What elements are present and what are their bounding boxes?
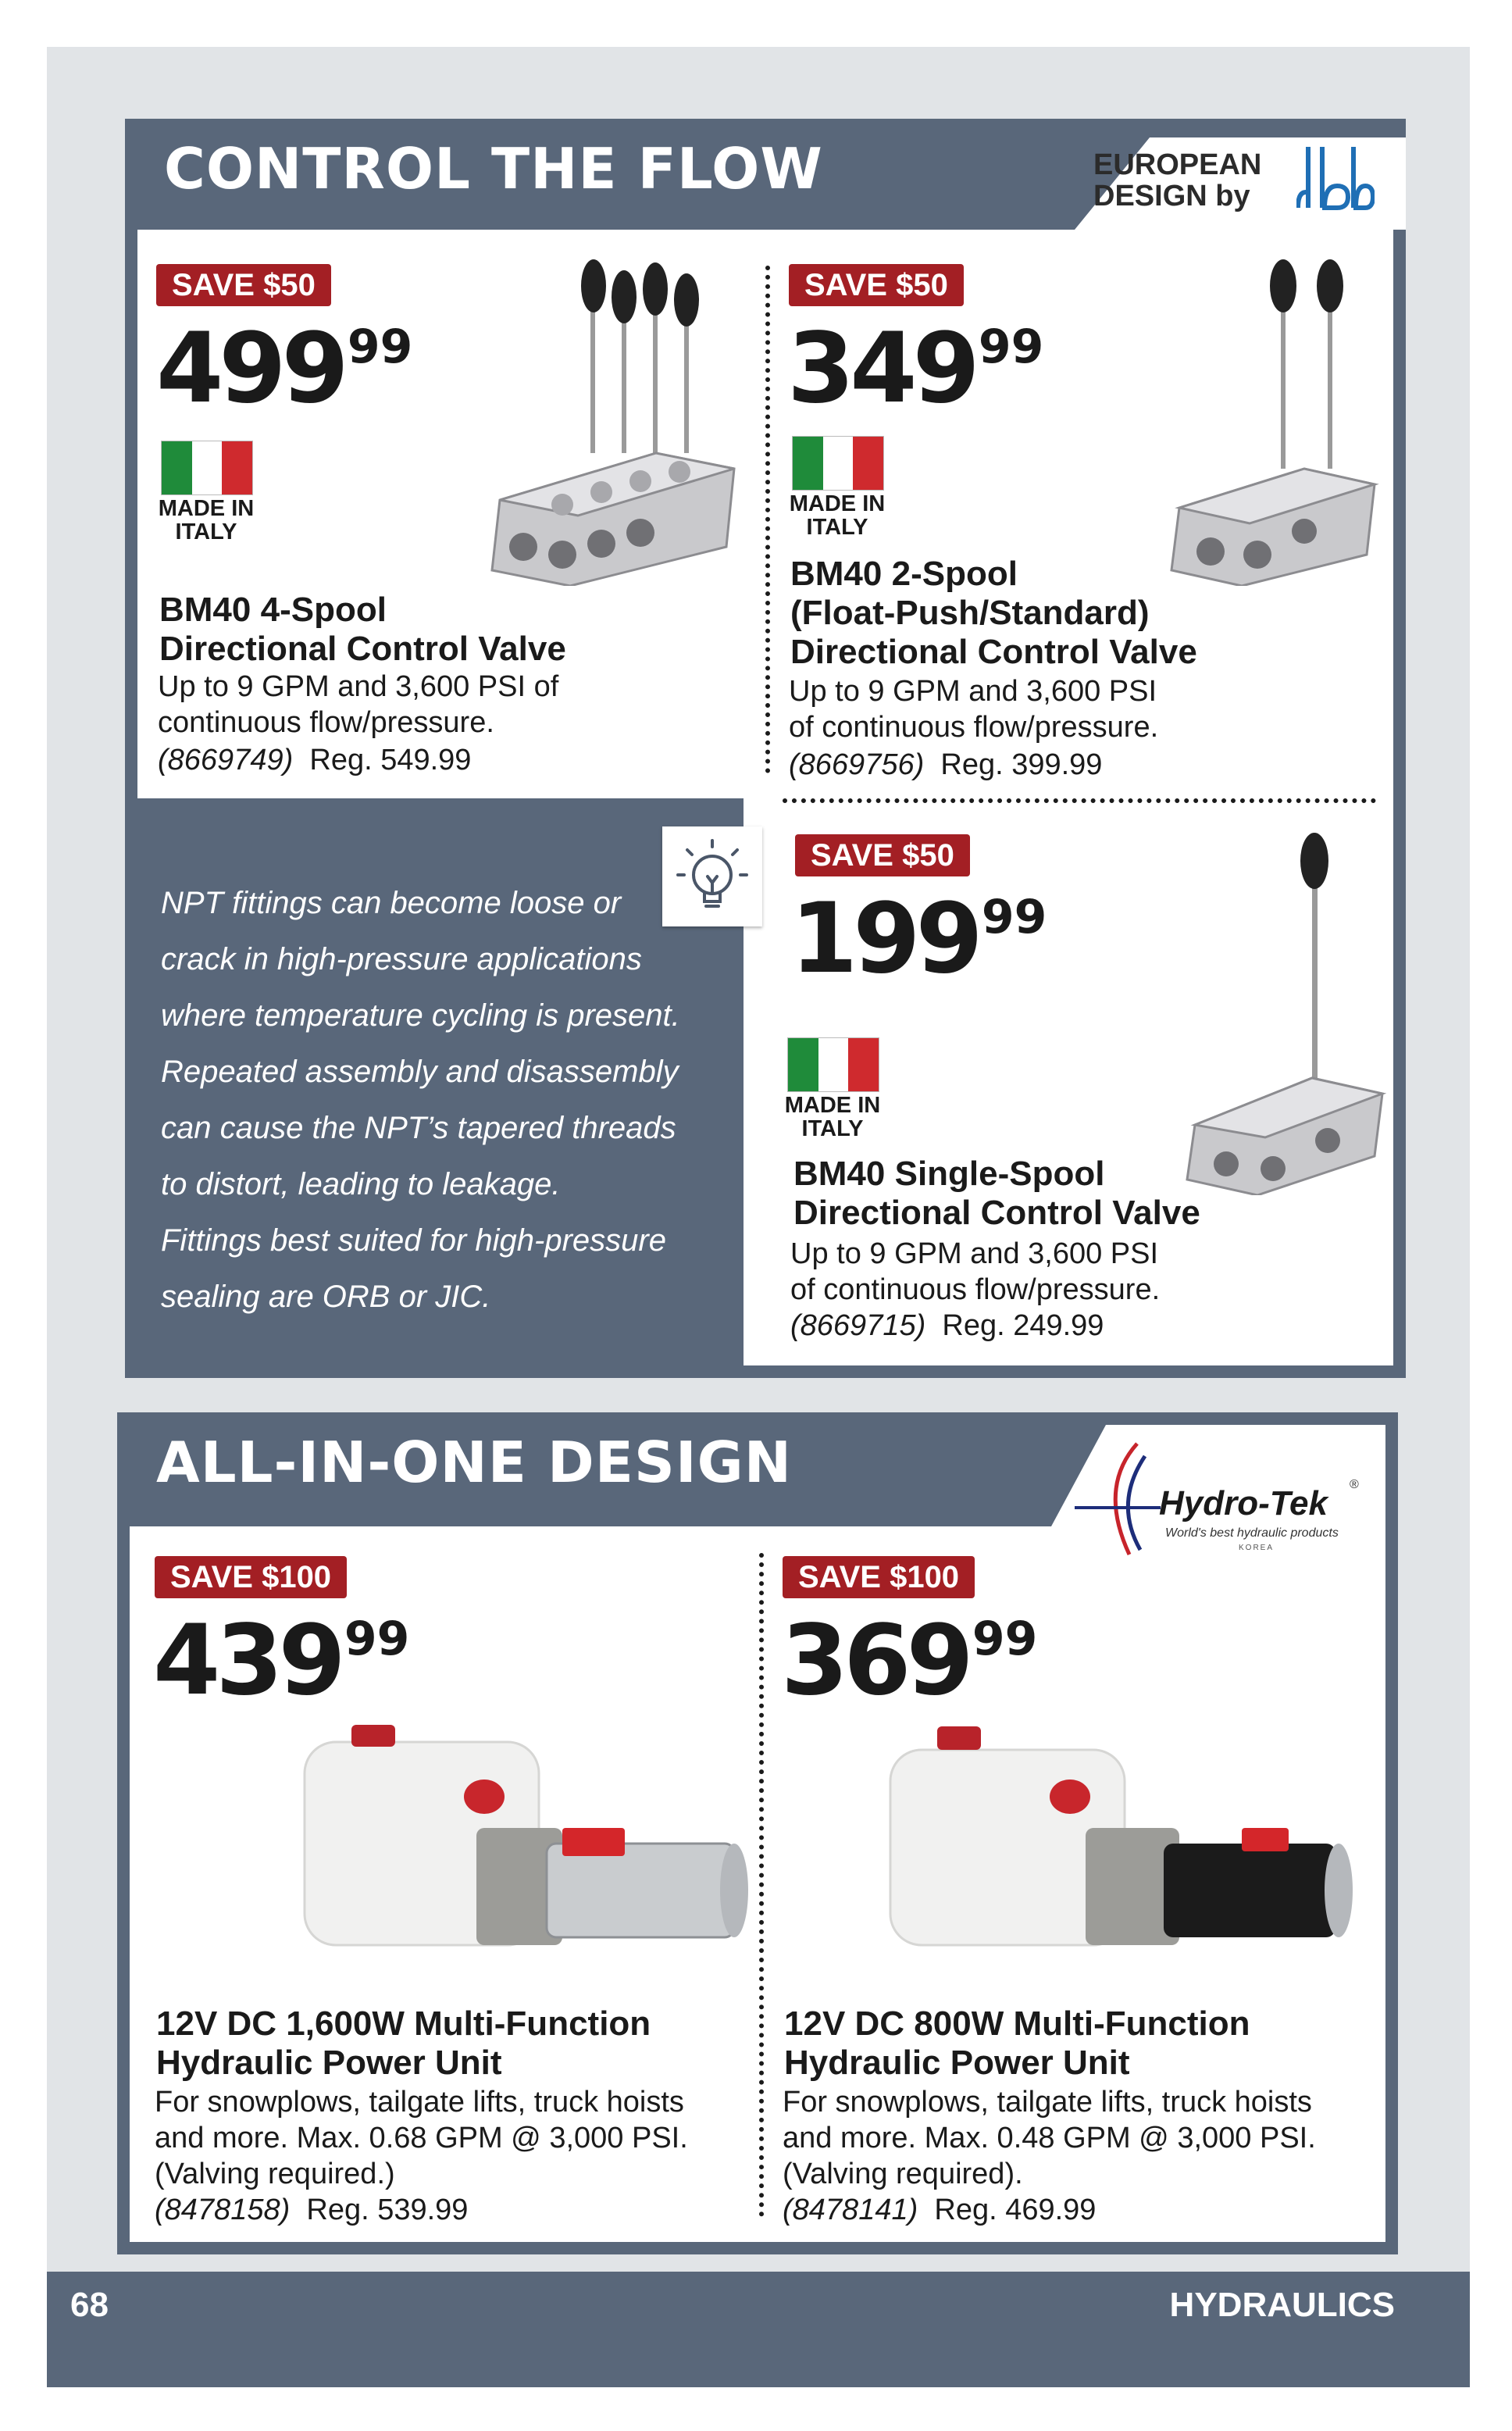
product-title bbox=[793, 1155, 1387, 1233]
save-badge: SAVE $100 bbox=[783, 1556, 975, 1598]
price-dollars: 349 bbox=[787, 312, 975, 425]
price-dollars: 499 bbox=[156, 312, 344, 425]
hydro-tek-country: KOREA bbox=[1239, 1544, 1275, 1552]
save-badge: SAVE $50 bbox=[795, 834, 970, 876]
product-title-line: Hydraulic Power Unit bbox=[156, 2044, 502, 2082]
price-dollars: 199 bbox=[790, 883, 979, 995]
power-unit-silver-image bbox=[297, 1711, 750, 1976]
product-desc-line: Up to 9 GPM and 3,600 PSI of bbox=[158, 670, 559, 703]
four-spool-valve-image bbox=[469, 258, 750, 586]
product-desc-line: and more. Max. 0.48 GPM @ 3,000 PSI. bbox=[783, 2122, 1316, 2154]
tip-line: crack in high-pressure applications bbox=[161, 942, 642, 976]
price-cents: 99 bbox=[972, 1612, 1038, 1666]
two-spool-valve-image bbox=[1156, 258, 1390, 586]
product-title-line: Directional Control Valve bbox=[790, 633, 1197, 671]
regular-price: Reg. 539.99 bbox=[306, 2194, 469, 2226]
hydro-tek-logo bbox=[1075, 1440, 1364, 1558]
product-title-line: Directional Control Valve bbox=[159, 630, 566, 668]
product-meta bbox=[158, 742, 471, 778]
italy-flag-icon bbox=[792, 436, 884, 491]
italy-flag-icon bbox=[161, 441, 253, 495]
product-desc-line: For snowplows, tailgate lifts, truck hoists bbox=[155, 2086, 684, 2119]
made-in-line-2: ITALY bbox=[175, 519, 237, 544]
made-in-line-1: MADE IN bbox=[789, 491, 886, 516]
tip-line: where temperature cycling is present. bbox=[161, 998, 680, 1033]
product-desc-line: of continuous flow/pressure. bbox=[790, 1273, 1161, 1306]
product-description bbox=[783, 2084, 1376, 2192]
product-desc-line: continuous flow/pressure. bbox=[158, 706, 494, 739]
page-number: 68 bbox=[70, 2286, 109, 2324]
italy-flag-icon bbox=[787, 1037, 879, 1092]
vertical-divider bbox=[765, 266, 770, 773]
made-in-label bbox=[784, 492, 890, 539]
section-label: HYDRAULICS bbox=[1169, 2286, 1395, 2324]
regular-price: Reg. 399.99 bbox=[940, 748, 1103, 781]
hydro-tek-tagline: World's best hydraulic products bbox=[1165, 1526, 1339, 1540]
product-description bbox=[789, 673, 1382, 745]
product-title-line: BM40 4-Spool bbox=[159, 591, 387, 629]
made-in-label bbox=[153, 497, 259, 544]
product-title bbox=[159, 591, 706, 669]
made-in-line-2: ITALY bbox=[801, 1116, 864, 1141]
tip-line: Repeated assembly and disassembly bbox=[161, 1055, 679, 1089]
tip-text bbox=[161, 875, 723, 1325]
regular-price: Reg. 469.99 bbox=[934, 2194, 1097, 2226]
made-in-line-1: MADE IN bbox=[158, 496, 255, 521]
sale-price bbox=[153, 1605, 410, 1717]
price-dollars: 439 bbox=[153, 1605, 341, 1717]
price-dollars: 369 bbox=[781, 1605, 969, 1717]
product-description bbox=[155, 2084, 748, 2192]
price-cents: 99 bbox=[981, 890, 1047, 944]
regular-price: Reg. 249.99 bbox=[942, 1309, 1104, 1342]
product-title bbox=[156, 2004, 750, 2083]
product-sku: (8669749) bbox=[158, 744, 294, 776]
product-title-line: 12V DC 800W Multi-Function bbox=[784, 2004, 1250, 2043]
product-desc-line: Up to 9 GPM and 3,600 PSI bbox=[789, 675, 1157, 708]
section-title: ALL-IN-ONE DESIGN bbox=[156, 1430, 792, 1495]
product-title bbox=[784, 2004, 1378, 2083]
sale-price bbox=[787, 312, 1044, 425]
sale-price bbox=[790, 883, 1047, 995]
product-meta bbox=[790, 1308, 1104, 1344]
sale-price bbox=[781, 1605, 1038, 1717]
tip-line: sealing are ORB or JIC. bbox=[161, 1280, 491, 1314]
made-in-label bbox=[779, 1094, 886, 1141]
sale-price bbox=[156, 312, 413, 425]
product-meta bbox=[789, 747, 1102, 783]
product-sku: (8669756) bbox=[789, 748, 925, 781]
power-unit-black-image bbox=[883, 1711, 1367, 1976]
vertical-divider bbox=[759, 1553, 764, 2217]
product-title-line: BM40 2-Spool bbox=[790, 555, 1018, 593]
product-title-line: Directional Control Valve bbox=[793, 1194, 1200, 1232]
product-meta bbox=[783, 2192, 1096, 2228]
product-sku: (8478141) bbox=[783, 2194, 918, 2226]
product-title-line: 12V DC 1,600W Multi-Function bbox=[156, 2004, 651, 2043]
product-sku: (8669715) bbox=[790, 1309, 926, 1342]
made-in-line-2: ITALY bbox=[806, 515, 868, 540]
product-title-line: (Float-Push/Standard) bbox=[790, 594, 1150, 632]
product-desc-line: of continuous flow/pressure. bbox=[789, 711, 1159, 744]
save-badge: SAVE $50 bbox=[156, 264, 331, 306]
tip-line: can cause the NPT’s tapered threads bbox=[161, 1111, 676, 1145]
price-cents: 99 bbox=[344, 1612, 410, 1666]
product-description bbox=[158, 669, 736, 741]
save-badge: SAVE $100 bbox=[155, 1556, 347, 1598]
product-sku: (8478158) bbox=[155, 2194, 291, 2226]
hydro-tek-mark: ® bbox=[1350, 1478, 1359, 1491]
badge-line-2: DESIGN by bbox=[1093, 180, 1250, 212]
price-cents: 99 bbox=[978, 319, 1044, 374]
european-design-badge bbox=[1093, 148, 1375, 219]
hydro-tek-name: Hydro-Tek bbox=[1159, 1484, 1328, 1522]
product-desc-line: Up to 9 GPM and 3,600 PSI bbox=[790, 1237, 1159, 1270]
single-spool-valve-image bbox=[1179, 828, 1390, 1195]
hydro-tek-swoosh-icon bbox=[1075, 1440, 1168, 1558]
price-cents: 99 bbox=[347, 319, 413, 374]
made-in-line-1: MADE IN bbox=[784, 1093, 881, 1118]
save-badge: SAVE $50 bbox=[789, 264, 964, 306]
product-description bbox=[790, 1236, 1384, 1308]
product-desc-line: (Valving required). bbox=[783, 2158, 1023, 2190]
horizontal-divider bbox=[783, 798, 1376, 803]
product-title bbox=[790, 555, 1384, 672]
product-desc-line: (Valving required.) bbox=[155, 2158, 395, 2190]
product-title-line: BM40 Single-Spool bbox=[793, 1155, 1105, 1193]
badge-line-1: EUROPEAN bbox=[1093, 148, 1262, 181]
bb-logo-icon bbox=[1296, 145, 1375, 216]
tip-line: to distort, leading to leakage. bbox=[161, 1167, 561, 1201]
regular-price: Reg. 549.99 bbox=[309, 744, 472, 776]
section-title: CONTROL THE FLOW bbox=[164, 136, 823, 202]
tip-line: NPT fittings can become loose or bbox=[161, 886, 622, 920]
product-desc-line: For snowplows, tailgate lifts, truck hoists bbox=[783, 2086, 1312, 2119]
product-meta bbox=[155, 2192, 468, 2228]
product-title-line: Hydraulic Power Unit bbox=[784, 2044, 1130, 2082]
product-desc-line: and more. Max. 0.68 GPM @ 3,000 PSI. bbox=[155, 2122, 688, 2154]
tip-line: Fittings best suited for high-pressure bbox=[161, 1223, 666, 1258]
